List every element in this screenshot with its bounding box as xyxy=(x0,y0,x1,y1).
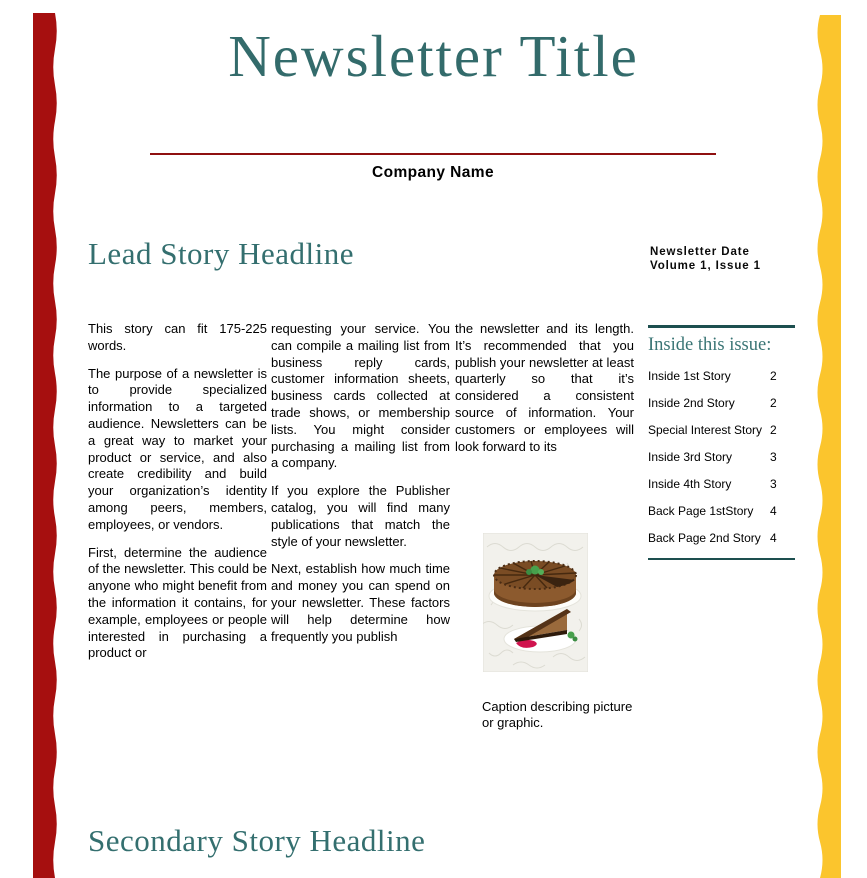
toc-item-label: Inside 2nd Story xyxy=(648,396,735,410)
paragraph: If you explore the Publisher catalog, you will find many publications that match the style of your newsletter. xyxy=(271,483,450,549)
newsletter-date: Newsletter Date xyxy=(650,246,750,258)
body-column-1 xyxy=(88,321,267,673)
toc-item xyxy=(648,477,795,490)
toc-page-number: 3 xyxy=(770,450,777,464)
company-name: Company Name xyxy=(372,164,494,181)
photo-caption: Caption describing picture or graphic. xyxy=(482,699,633,730)
toc-item-label: Inside 3rd Story xyxy=(648,450,733,464)
toc-item xyxy=(648,369,795,382)
inside-this-issue-heading: Inside this issue: xyxy=(648,335,772,355)
toc-item xyxy=(648,450,795,463)
toc-page-number: 3 xyxy=(770,477,777,491)
right-wave-band xyxy=(814,15,841,878)
toc-page-number: 2 xyxy=(770,369,777,383)
toc-page-number: 2 xyxy=(770,423,777,437)
toc-item xyxy=(648,423,795,436)
paragraph: First, determine the audience of the newsletter. This could be anyone who might benefit from the information it contains, for example, employees or people interested in purchasing a product or xyxy=(88,544,267,661)
toc-bottom-rule xyxy=(648,558,795,560)
body-column-3 xyxy=(455,321,634,466)
inside-this-issue-box xyxy=(648,325,795,560)
paragraph: the newsletter and its length. It’s recommended that you publish your newsletter at least quarterly so that it’s considered a consistent source of information. Your customers or employees will look forward to its xyxy=(455,321,634,454)
secondary-story-headline: Secondary Story Headline xyxy=(88,823,426,858)
toc-item-label: Back Page 2nd Story xyxy=(648,531,761,545)
toc-item xyxy=(648,504,795,517)
toc-page-number: 2 xyxy=(770,396,777,410)
toc-item-label: Inside 4th Story xyxy=(648,477,732,491)
body-column-2 xyxy=(271,321,450,656)
toc-item xyxy=(648,531,795,544)
masthead-divider xyxy=(150,153,716,155)
lead-story-headline: Lead Story Headline xyxy=(88,236,355,271)
paragraph: requesting your service. You can compile a mailing list from business reply cards, customer information sheets, business cards collected at trade shows, or membership lists. You might consider purchasing a mailing list from a company. xyxy=(271,321,450,471)
paragraph: Next, establish how much time and money you can spend on your newsletter. These factors will help determine how frequently you publish xyxy=(271,561,450,644)
toc-item-label: Back Page 1stStory xyxy=(648,504,754,518)
toc-top-rule xyxy=(648,325,795,328)
toc-page-number: 4 xyxy=(770,504,777,518)
issue-info xyxy=(650,245,761,273)
toc-item-label: Inside 1st Story xyxy=(648,369,731,383)
volume-issue: Volume 1, Issue 1 xyxy=(650,260,761,272)
left-wave-band xyxy=(33,13,59,878)
toc-item-label: Special Interest Story xyxy=(648,423,763,437)
paragraph: This story can fit 175-225 words. xyxy=(88,321,267,353)
toc-item xyxy=(648,396,795,409)
cake-photo xyxy=(483,533,588,672)
page-title: Newsletter Title xyxy=(228,23,639,89)
toc-page-number: 4 xyxy=(770,531,777,545)
paragraph: The purpose of a newsletter is to provide specialized information to a targeted audience. Newsletters can be a great way to market your product or service, and also create credibility and build your organization’s identity among peers, members, employees, or vendors. xyxy=(88,365,267,532)
